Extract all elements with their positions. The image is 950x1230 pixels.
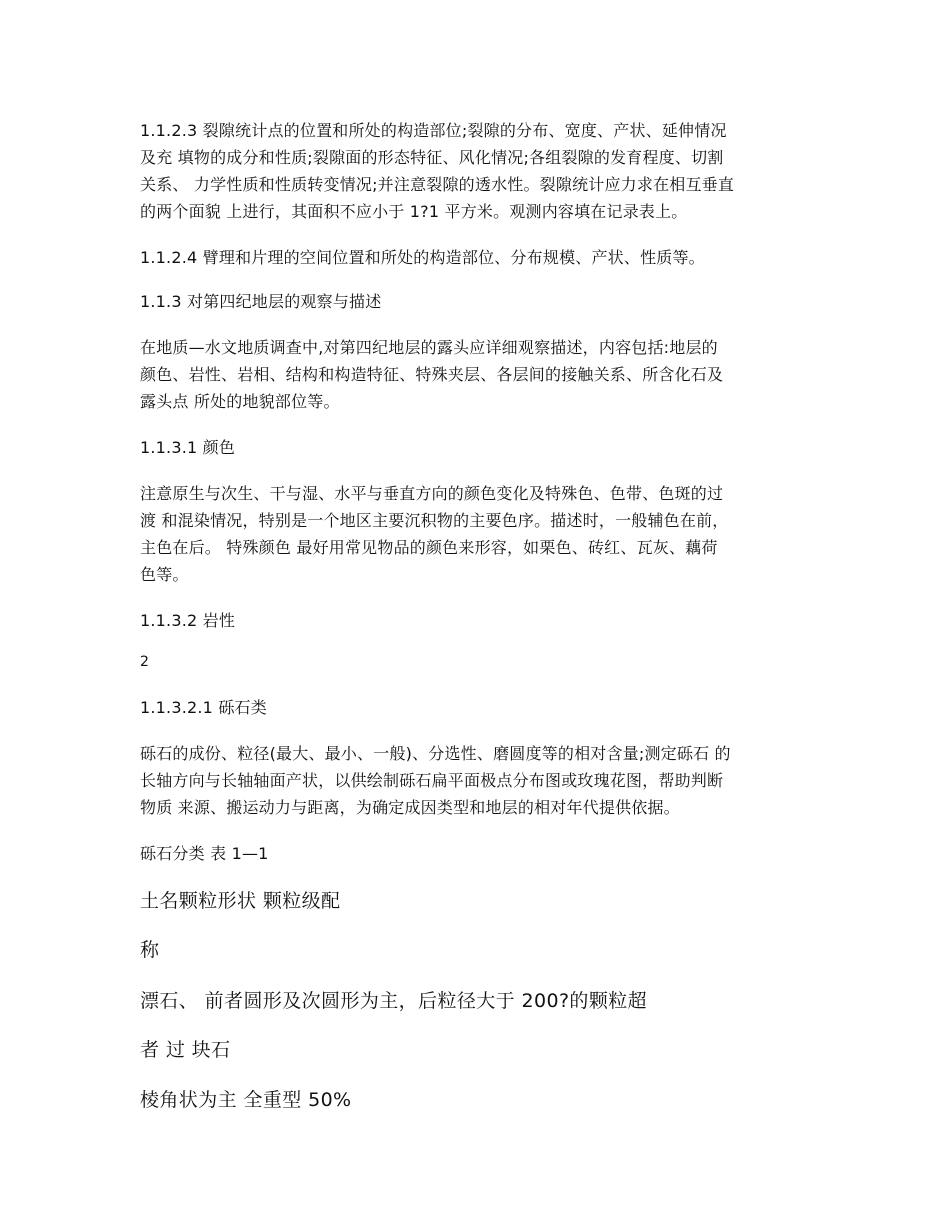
section-heading: 1.1.3 对第四纪地层的观察与描述	[140, 292, 382, 311]
paragraph-line: 长轴方向与长轴轴面产状，以供绘制砾石扁平面极点分布图或玫瑰花图，帮助判断	[140, 771, 724, 790]
paragraph-line: 砾石的成份、粒径(最大、最小、一般)、分选性、磨圆度等的相对含量;测定砾石 的	[140, 744, 731, 763]
subsection-heading: 1.1.3.2 岩性	[140, 611, 236, 630]
page-number: 2	[140, 654, 150, 670]
paragraph-line: 1.1.2.3 裂隙统计点的位置和所处的构造部位;裂隙的分布、宽度、产状、延伸情况	[140, 121, 727, 140]
paragraph-line: 色等。	[140, 565, 189, 584]
table-text-line: 称	[140, 939, 160, 961]
paragraph-line: 露头点 所处的地貌部位等。	[140, 392, 340, 411]
paragraph-line: 及充 填物的成分和性质;裂隙面的形态特征、风化情况;各组裂隙的发育程度、切割	[140, 148, 724, 167]
paragraph-line: 在地质—水文地质调查中,对第四纪地层的露头应详细观察描述，内容包括:地层的	[140, 338, 718, 357]
paragraph-line: 物质 来源、搬运动力与距离，为确定成因类型和地层的相对年代提供依据。	[140, 798, 680, 817]
paragraph-line: 注意原生与次生、干与湿、水平与垂直方向的颜色变化及特殊色、色带、色斑的过	[140, 484, 724, 503]
paragraph-line: 渡 和混染情况，特别是一个地区主要沉积物的主要色序。描述时，一般辅色在前，	[140, 511, 729, 530]
paragraph-line: 的两个面貌 上进行，其面积不应小于 1?1 平方米。观测内容填在记录表上。	[140, 202, 688, 221]
table-text-line: 漂石、 前者圆形及次圆形为主，后粒径大于 200?的颗粒超	[140, 990, 648, 1012]
table-text-line: 者 过 块石	[140, 1039, 231, 1061]
table-caption: 砾石分类 表 1—1	[140, 844, 269, 863]
paragraph-line: 主色在后。 特殊颜色 最好用常见物品的颜色来形容，如栗色、砖红、瓦灰、藕荷	[140, 538, 718, 557]
paragraph-line: 颜色、岩性、岩相、结构和构造特征、特殊夹层、各层间的接触关系、所含化石及	[140, 365, 724, 384]
subsection-heading: 1.1.3.2.1 砾石类	[140, 698, 267, 717]
paragraph-text: 1.1.2.4 臂理和片理的空间位置和所处的构造部位、分布规模、产状、性质等。	[140, 248, 705, 267]
subsection-heading: 1.1.3.1 颜色	[140, 438, 236, 457]
paragraph-line: 关系、 力学性质和性质转变情况;并注意裂隙的透水性。裂隙统计应力求在相互垂直	[140, 175, 735, 194]
table-text-line: 棱角状为主 全重型 50%	[140, 1089, 352, 1111]
table-text-line: 土名颗粒形状 颗粒级配	[140, 890, 341, 912]
